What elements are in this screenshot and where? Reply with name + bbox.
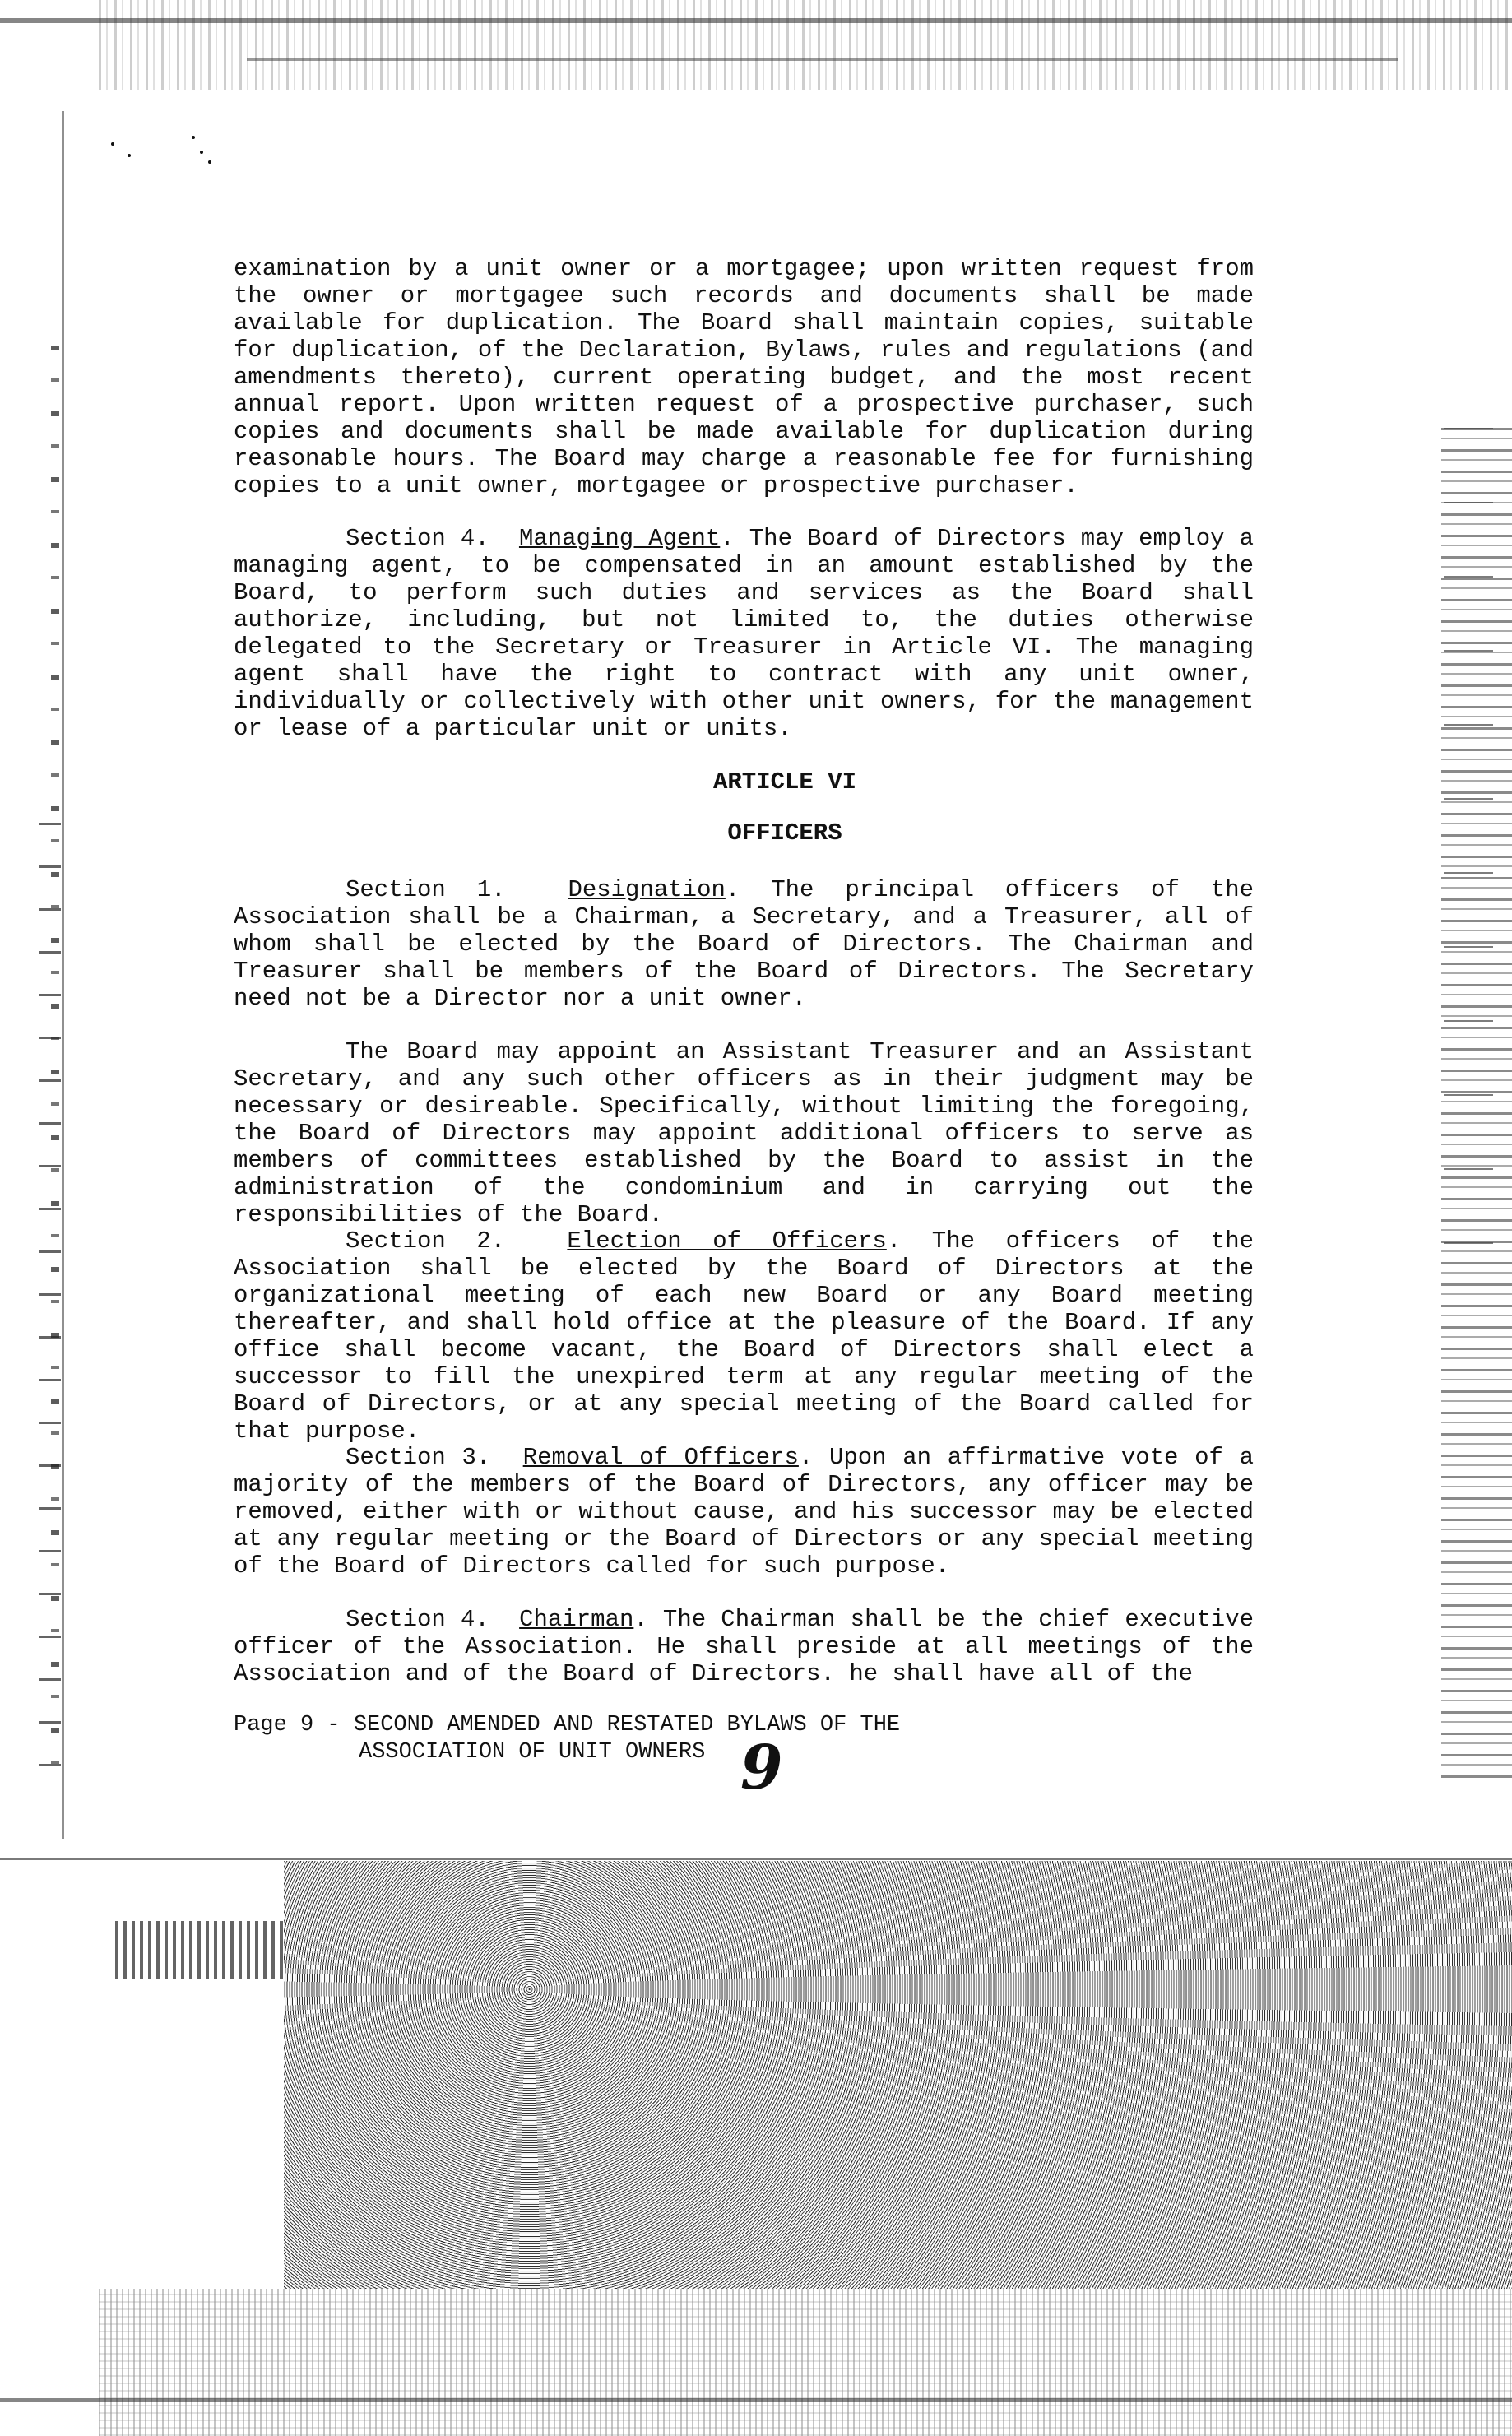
handwritten-page-number: 9 xyxy=(740,1733,783,1803)
section-text: . The officers of the Association shall be elected by the Board of Directors at the organizational meeting of each new Board or any Board meeting thereafter, and shall hold office at the pleasure of the Board. If any office shall become vacant, the Board of Directors shall elect a successor to fill the unexpired term at any regular meeting of the Board of Directors, or at any special meeting of the Board called for that purpose. xyxy=(234,1227,1254,1445)
scan-noise-left-edge-marks xyxy=(39,823,61,1793)
scan-line-bottom xyxy=(0,2398,1512,2402)
scan-left-vertical-line xyxy=(62,111,64,1839)
scan-speckle-background xyxy=(284,1861,1512,2289)
paragraph-designation xyxy=(234,876,1254,1012)
article-subtitle: OFFICERS xyxy=(727,819,842,847)
paragraph-assistant-officers: The Board may appoint an Assistant Treasurer and an Assistant Secretary, and any such other officers as in their judgment may be necessary or desireable. Specifically, without limiting the foregoing, the Board of Directors may appoint additional officers to serve as members of committees established by the Board to assist in the administration of the condominium and in carrying out the responsibilities of the Board. xyxy=(234,1038,1254,1228)
scan-noise-bottom-left xyxy=(115,1921,284,1979)
scan-noise-right-edge-marks xyxy=(1444,428,1493,1283)
scan-line-top xyxy=(0,18,1512,23)
section-heading-managing-agent: Managing Agent xyxy=(518,525,721,552)
paragraph-managing-agent xyxy=(234,525,1254,742)
article-title: ARTICLE VI xyxy=(712,768,857,796)
paragraph-election-of-officers xyxy=(234,1227,1254,1445)
scan-noise-top xyxy=(99,0,1512,90)
paragraph-records-access: examination by a unit owner or a mortgagee; upon written request from the owner or mortgagee such records and documents shall be made available for duplication. The Board shall maintain copies, suitable for duplication, of the Declaration, Bylaws, rules and regulations (and amendments thereto), current operating budget, and the most recent annual report. Upon written request of a prospective purchaser, such copies and documents shall be made available for duplication during reasonable hours. The Board may charge a reasonable fee for furnishing copies to a unit owner, mortgagee or prospective purchaser. xyxy=(234,255,1254,499)
sheet-edge-line xyxy=(0,1858,1512,1860)
section-heading-removal: Removal of Officers xyxy=(522,1444,799,1471)
section-heading-election: Election of Officers xyxy=(567,1227,887,1255)
section-label: Section 4. xyxy=(346,1606,489,1633)
section-text: . The Chairman shall be the chief executive officer of the Association. He shall preside at all meetings of the Association and of the Board of Directors. he shall have all of the xyxy=(234,1606,1254,1687)
paragraph-removal-of-officers xyxy=(234,1444,1254,1580)
section-label: Section 3. xyxy=(346,1444,491,1471)
paragraph-chairman xyxy=(234,1606,1254,1687)
section-text: . The Board of Directors may employ a managing agent, to be compensated in an amount established by the Board, to perform such duties and services as the Board shall authorize, including, but not limited to, the duties otherwise delegated to the Secretary or Treasurer in Article VI. The managing agent shall have the right to contract with any unit owner, individually or collectively with other unit owners, for the management or lease of a particular unit or units. xyxy=(234,525,1255,742)
scan-line-top-secondary xyxy=(247,58,1398,61)
scan-noise-bottom xyxy=(99,2289,1512,2436)
scan-dots xyxy=(103,136,226,177)
footer-line-1: Page 9 - SECOND AMENDED AND RESTATED BYLAWS OF THE xyxy=(234,1713,901,1738)
section-label: Section 2. xyxy=(346,1227,506,1255)
section-label: Section 4. xyxy=(346,525,489,552)
section-heading-designation: Designation xyxy=(568,876,726,903)
section-text: . The principal officers of the Association shall be a Chairman, a Secretary, and a Treasurer, all of whom shall be elected by the Board of Directors. The Chairman and Treasurer shall be members of the Board of Directors. The Secretary need not be a Director nor a unit owner. xyxy=(234,876,1254,1012)
page-footer xyxy=(234,1712,1056,1766)
section-text: . Upon an affirmative vote of a majority of the members of the Board of Directors, any officer may be removed, either with or without cause, and his successor may be elected at any regular meeting or the Board of Directors or any special meeting of the Board of Directors called for such purpose. xyxy=(234,1444,1254,1580)
section-heading-chairman: Chairman xyxy=(519,1606,634,1633)
footer-line-2: ASSOCIATION OF UNIT OWNERS xyxy=(359,1740,706,1765)
section-label: Section 1. xyxy=(346,876,506,903)
